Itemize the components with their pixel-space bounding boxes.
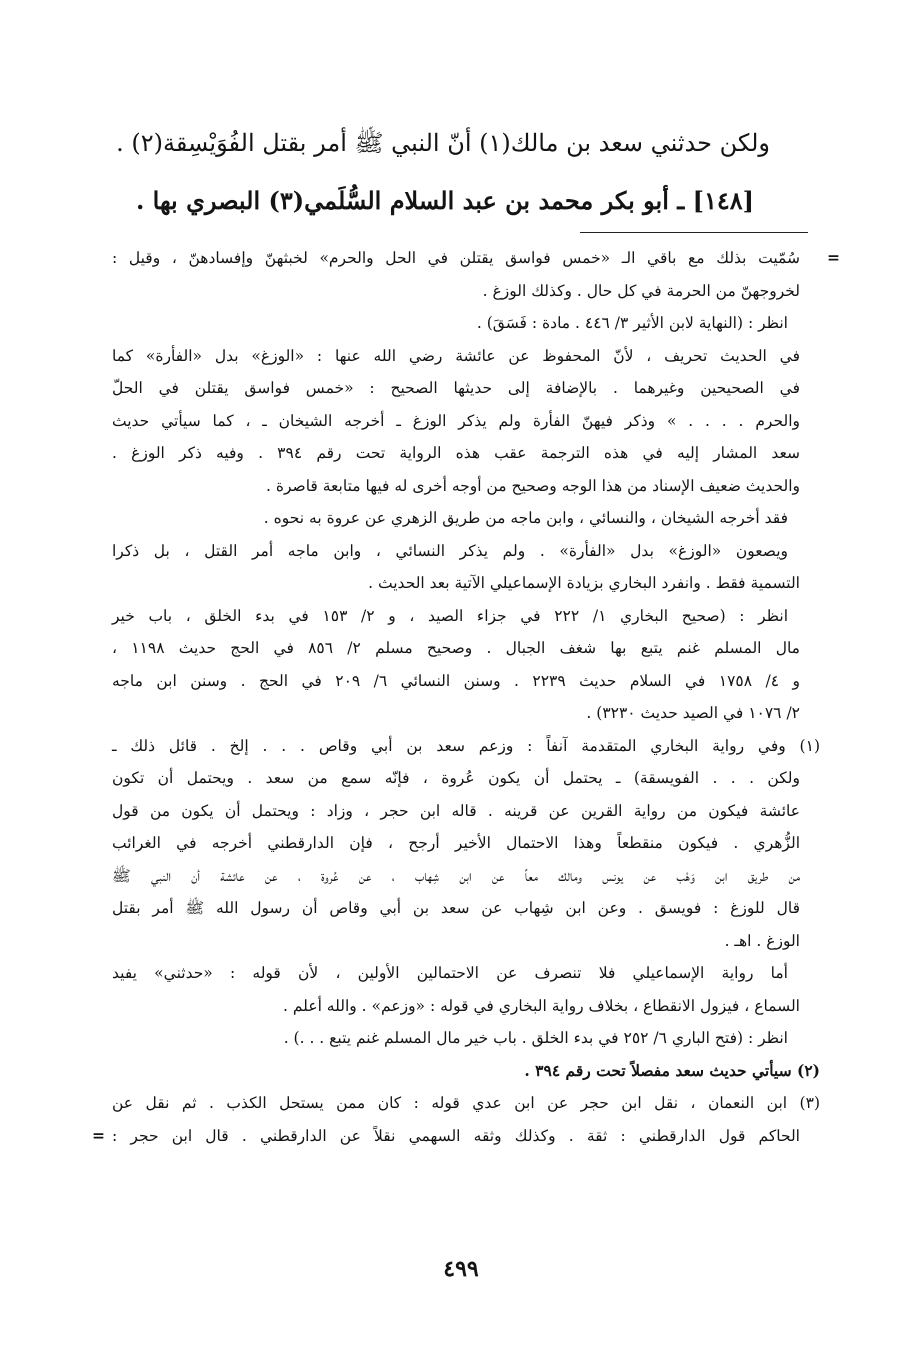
- footnote-line-text: (١) وفي رواية البخاري المتقدمة آنفاً : وزعم سعد بن أبي وقاص . . . إلخ . قائل ذلك ـ: [112, 736, 820, 755]
- footnote-separator: [580, 232, 808, 233]
- footnote-line: [112, 892, 820, 925]
- footnote-line: [112, 697, 820, 730]
- footnote-line: [112, 340, 820, 373]
- footnote-line-text: الوزغ . اهـ .: [724, 931, 800, 950]
- footnote-line: [112, 470, 820, 503]
- page-number: ٤٩٩: [443, 1256, 479, 1282]
- footnote-line: [112, 1022, 820, 1055]
- footnote-line-text: في الحديث تحريف ، لأنّ المحفوظ عن عائشة رضي الله عنها : «الوزغ» بدل «الفأرة» كما: [112, 346, 800, 365]
- footnote-line-text: مال المسلم غنم يتبع بها شغف الجبال . وصحيح مسلم ٢/ ٨٥٦ في الحج حديث ١١٩٨ ،: [112, 639, 800, 657]
- footnote-line: [112, 242, 840, 275]
- footnotes-block: [92, 242, 840, 1152]
- footnote-line-text: انظر : (النهاية لابن الأثير ٣/ ٤٤٦ . مادة : فَسَقَ) .: [476, 314, 788, 332]
- footnote-line: [112, 275, 820, 308]
- footnote-line-text: ولكن . . . الفويسقة) ـ يحتمل أن يكون عُروة ، فإنّه سمع من سعد . ويحتمل أن تكون: [112, 769, 800, 787]
- footnote-line-text: سعد المشار إليه في هذه الترجمة عقب هذه الرواية تحت رقم ٣٩٤ . وفيه ذكر الوزغ .: [112, 444, 800, 462]
- footnote-line-text: و ٤/ ١٧٥٨ في السلام حديث ٢٢٣٩ . وسنن النسائي ٦/ ٢٠٩ في الحج . وسنن ابن ماجه: [112, 671, 800, 690]
- footnote-line: [112, 600, 820, 633]
- footnote-line: [112, 1055, 820, 1088]
- footnote-line: [112, 860, 820, 893]
- footnote-line-text: الزُّهري . فيكون منقطعاً وهذا الاحتمال الأخير أرجح ، فإن الدارقطني أخرجه في الغرائب: [112, 834, 800, 852]
- continuation-marker: =: [827, 248, 840, 267]
- footnote-line-text: ويصعون «الوزغ» بدل «الفأرة» . ولم يذكر النسائي ، وابن ماجه أمر القتل ، بل ذكرا: [112, 541, 788, 560]
- footnote-line-text: لخروجهنّ من الحرمة في كل حال . وكذلك الوزغ .: [482, 281, 800, 300]
- footnote-line-text: قال للوزغ : فويسق . وعن ابن شِهاب عن سعد بن أبي وقاص أن رسول الله ﷺ أمر بقتل: [112, 899, 800, 917]
- footnote-line: [112, 795, 820, 828]
- footnote-line: [112, 567, 820, 600]
- footnote-line-text: في الصحيحين وغيرهما . بالإضافة إلى حديثها الصحيح : «خمس فواسق يقتلن في الحلّ: [112, 379, 800, 397]
- footnote-line-text: من طريق ابن وَهْب عن يونس ومالك معاً عن ابن شِهاب ، عن عُروة ، عن عائشة أن النبي ﷺ: [112, 866, 800, 885]
- footnote-line-text: السماع ، فيزول الانقطاع ، بخلاف رواية البخاري في قوله : «وزعم» . والله أعلم .: [283, 996, 800, 1015]
- footnote-line: [112, 502, 820, 535]
- footnote-line: [112, 372, 820, 405]
- footnote-line: [112, 925, 820, 958]
- footnote-line: [92, 1120, 820, 1153]
- footnote-line: [112, 730, 820, 763]
- footnote-line-text: انظر : (صحيح البخاري ١/ ٢٢٢ في جزاء الصيد ، و ٢/ ١٥٣ في بدء الخلق ، باب خير: [112, 606, 789, 625]
- footnote-line: [112, 827, 820, 860]
- footnote-line-text: فقد أخرجه الشيخان ، والنسائي ، وابن ماجه من طريق الزهري عن عروة به نحوه .: [263, 509, 788, 527]
- footnote-line: [112, 307, 820, 340]
- footnote-line-text: والحديث ضعيف الإسناد من هذا الوجه وصحيح من أوجه أخرى له فيها متابعة قاصرة .: [266, 476, 800, 495]
- footnote-line-text: ٢/ ١٠٧٦ في الصيد حديث ٣٢٣٠) .: [586, 704, 800, 722]
- footnote-lines: [92, 242, 840, 1152]
- footnote-line-text: (٣) ابن النعمان ، نقل ابن حجر عن ابن عدي قوله : كان ممن يستحل الكذب . ثم نقل عن: [112, 1094, 820, 1112]
- footnote-line-text: التسمية فقط . وانفرد البخاري بزيادة الإسماعيلي الآتية بعد الحديث .: [368, 574, 800, 592]
- main-text-line-1: ولكن حدثني سعد بن مالك(١) أنّ النبي ﷺ أمر بقتل الفُوَيْسِقة(٢) .: [116, 129, 770, 157]
- footnote-line-text: والحرم . . . . » وذكر فيهنّ الفأرة ولم يذكر الوزغ ـ أخرجه الشيخان ـ ، كما سيأتي حديث: [112, 411, 800, 430]
- footnote-line-text: انظر : (فتح الباري ٦/ ٢٥٢ في بدء الخلق . باب خير مال المسلم غنم يتبع . . .) .: [283, 1029, 788, 1047]
- footnote-line-text: (٢) سيأتي حديث سعد مفصلاً تحت رقم ٣٩٤ .: [524, 1060, 820, 1080]
- footnote-line: [112, 1087, 820, 1120]
- footnote-line-text: سُمّيت بذلك مع باقي الـ «خمس فواسق يقتلن في الحل والحرم» لخبثهنّ وإفسادهنّ ، وقيل :: [112, 249, 800, 267]
- footnote-line: [112, 535, 820, 568]
- footnote-line: [112, 762, 820, 795]
- continuation-marker-end: =: [92, 1125, 105, 1145]
- footnote-line-text: الحاكم قول الدارقطني : ثقة . وكذلك وثقه السهمي نقلاً عن الدارقطني . قال ابن حجر :: [112, 1126, 800, 1145]
- footnote-line-text: عائشة فيكون من رواية القرين عن قرينه . قاله ابن حجر ، وزاد : ويحتمل أن يكون من قول: [112, 801, 800, 820]
- footnote-line: [112, 632, 820, 665]
- footnote-line: [112, 957, 820, 990]
- footnote-line: [112, 990, 820, 1023]
- footnote-line: [112, 437, 820, 470]
- footnote-line: [112, 405, 820, 438]
- footnote-line: [112, 665, 820, 698]
- entry-heading-148: [١٤٨] ـ أبو بكر محمد بن عبد السلام السُّلَمي(٣) البصري بها .: [135, 186, 755, 215]
- footnote-line-text: أما رواية الإسماعيلي فلا تنصرف عن الاحتمالين الأولين ، لأن قوله : «حدثني» يفيد: [112, 964, 788, 982]
